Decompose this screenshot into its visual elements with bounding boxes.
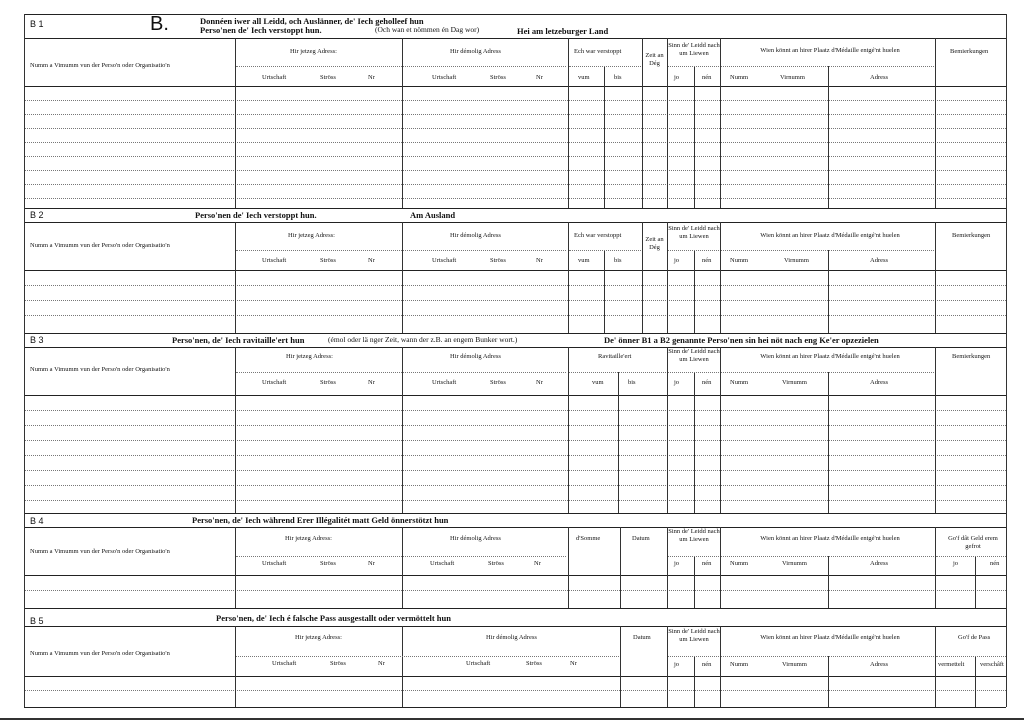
section-note: (Och wan et nömmen én Dag wor) [375,25,480,34]
name-header: Numm a Vimumm vun der Perso'n oder Organisatio'n [30,650,170,657]
date-header: Datum [633,634,651,641]
surname-header: Virnumm [780,74,805,81]
section-title: Donnéen iwer all Leidd, och Auslänner, de' Iech geholleef hun [200,16,424,26]
section-title: Perso'nen, de' Iech während Erer Illégalitét matt Geld önnerstötzt hun [192,515,449,525]
locality-header: Urtschaft [262,74,287,81]
surname-header: Virnumm [782,379,807,386]
current-address-header: Hir jetzeg Adress: [290,48,337,55]
yes-header: jo [674,560,680,567]
surname-header: Virnumm [784,257,809,264]
locality-header: Urtschaft [432,257,457,264]
number-header: Nr [570,660,577,667]
yes-header: jo [674,257,680,264]
street-header: Ströss [490,74,506,81]
number-header: Nr [368,257,375,264]
number-header: Nr [536,257,543,264]
name-header: Numm a Vimumm vun der Perso'n oder Organisatio'n [30,242,170,249]
current-address-header: Hir jetzeg Adress: [295,634,342,641]
former-address-header: Hir démolig Adress [450,48,501,55]
first-name-header: Numm [730,560,749,567]
sum-header: d'Somme [576,535,601,542]
street-header: Ströss [488,560,504,567]
no-header: nén [702,560,712,567]
locality-header: Urtschaft [466,660,491,667]
from-header: vum [578,257,590,264]
locality-header: Urtschaft [262,560,287,567]
no-header: nén [702,257,712,264]
street-header: Ströss [490,257,506,264]
yes-header: jo [674,661,680,668]
section-code: B 1 [30,19,44,29]
form-letter: B. [150,13,169,35]
name-header: Numm a Vimumm vun der Perso'n oder Organisatio'n [30,366,170,373]
danger-header: Sinn de' Leidd nach um Liewen [668,528,720,543]
locality-header: Urtschaft [432,74,457,81]
danger-header: Sinn de' Leidd nach um Liewen [668,628,720,643]
street-header: Ströss [320,257,336,264]
page-bottom-rule [0,718,1024,720]
section-extra: Hei am letzeburger Land [517,26,609,36]
locality-header: Urtschaft [272,660,297,667]
no-header: nén [702,661,712,668]
section-code: B 2 [30,210,44,220]
locality-header: Urtschaft [432,379,457,386]
address-header: Adress [870,379,889,386]
number-header: Nr [534,560,541,567]
mediated-header: vermettelt [938,661,965,668]
hidden-header: Ech war verstoppt [574,48,622,55]
from-header: vum [592,379,604,386]
address-header: Adress [870,560,889,567]
address-header: Adress [870,74,889,81]
address-header: Adress [870,661,889,668]
days-header: Zeit an Dég [645,236,664,251]
former-address-header: Hir démolig Adress [450,535,501,542]
from-header: vum [578,74,590,81]
former-address-header: Hir démolig Adress [450,232,501,239]
street-header: Ströss [320,379,336,386]
locality-header: Urtschaft [262,379,287,386]
street-header: Ströss [526,660,542,667]
first-name-header: Numm [730,74,749,81]
provided-header: verschâft [980,661,1004,668]
no-header: nén [702,379,712,386]
right-border [1006,14,1007,707]
until-header: bis [614,74,622,81]
current-address-header: Hir jetzeg Adress: [286,353,333,360]
danger-header: Sinn de' Leidd nach um Liewen [668,348,720,363]
yes-header: jo [674,379,680,386]
money-back-header: Go'f dât Geld erem gefrot [948,535,998,550]
no-header: nén [702,74,712,81]
section-extra: Am Ausland [410,210,456,220]
first-name-header: Numm [730,257,749,264]
until-header: bis [628,379,636,386]
locality-header: Urtschaft [262,257,287,264]
current-address-header: Hir jetzeg Adress: [288,232,335,239]
witness-header: Wien könnt an hirer Plaatz d'Médaille entgé'nt huelen [760,232,900,239]
section-title: Perso'nen, de' Iech ravitaille'ert hun [172,335,305,345]
section-title: Perso'nen, de' Iech é falsche Pass ausgestallt oder vermöttelt hun [216,613,451,623]
section-extra: De' önner B1 a B2 genannte Perso'nen sin hei nöt nach eng Ke'er opzezielen [604,335,879,345]
yes-header: jo [674,74,680,81]
first-name-header: Numm [730,661,749,668]
name-header: Numm a Vimumm vun der Perso'n oder Organisatio'n [30,62,170,69]
supplied-header: Ravitaille'ert [598,353,632,360]
number-header: Nr [368,379,375,386]
number-header: Nr [368,74,375,81]
number-header: Nr [378,660,385,667]
passport-header: Go'f de Pass [958,634,991,641]
remarks-header: Bemierkungen [950,48,989,55]
locality-header: Urtschaft [430,560,455,567]
street-header: Ströss [490,379,506,386]
number-header: Nr [368,560,375,567]
number-header: Nr [536,379,543,386]
street-header: Ströss [330,660,346,667]
hidden-header: Ech war verstoppt [574,232,622,239]
danger-header: Sinn de' Leidd nach um Liewen [668,225,720,240]
street-header: Ströss [320,560,336,567]
surname-header: Virnumm [782,661,807,668]
witness-header: Wien könnt an hirer Plaatz d'Médaille entgé'nt huelen [760,47,900,54]
yes-header: jo [953,560,959,567]
witness-header: Wien könnt an hirer Plaatz d'Médaille entgé'nt huelen [760,353,900,360]
address-header: Adress [870,257,889,264]
section-code: B 4 [30,516,44,526]
witness-header: Wien könnt an hirer Plaatz d'Médaille entgé'nt huelen [760,535,900,542]
witness-header: Wien könnt an hirer Plaatz d'Médaille entgé'nt huelen [760,634,900,641]
remarks-header: Bemierkungen [952,232,991,239]
street-header: Ströss [320,74,336,81]
surname-header: Virnumm [782,560,807,567]
first-name-header: Numm [730,379,749,386]
former-address-header: Hir démolig Adress [486,634,537,641]
number-header: Nr [536,74,543,81]
section-subtitle: Perso'nen de' Iech verstoppt hun. [200,25,322,35]
left-border [24,14,25,707]
section-code: B 3 [30,335,44,345]
current-address-header: Hir jetzeg Adress: [285,535,332,542]
danger-header: Sinn de' Leidd nach um Liewen [668,42,720,57]
section-code: B 5 [30,616,44,626]
days-header: Zeit an Dég [645,52,664,67]
remarks-header: Bemierkungen [952,353,991,360]
section-title: Perso'nen de' Iech verstoppt hun. [195,210,317,220]
until-header: bis [614,257,622,264]
date-header: Datum [632,535,650,542]
section-note: (émol oder lä nger Zeit, wann der z.B. an engem Bunker wort.) [328,335,518,344]
no-header: nén [990,560,1000,567]
name-header: Numm a Vimumm vun der Perso'n oder Organisatio'n [30,548,170,555]
former-address-header: Hir démolig Adress [450,353,501,360]
